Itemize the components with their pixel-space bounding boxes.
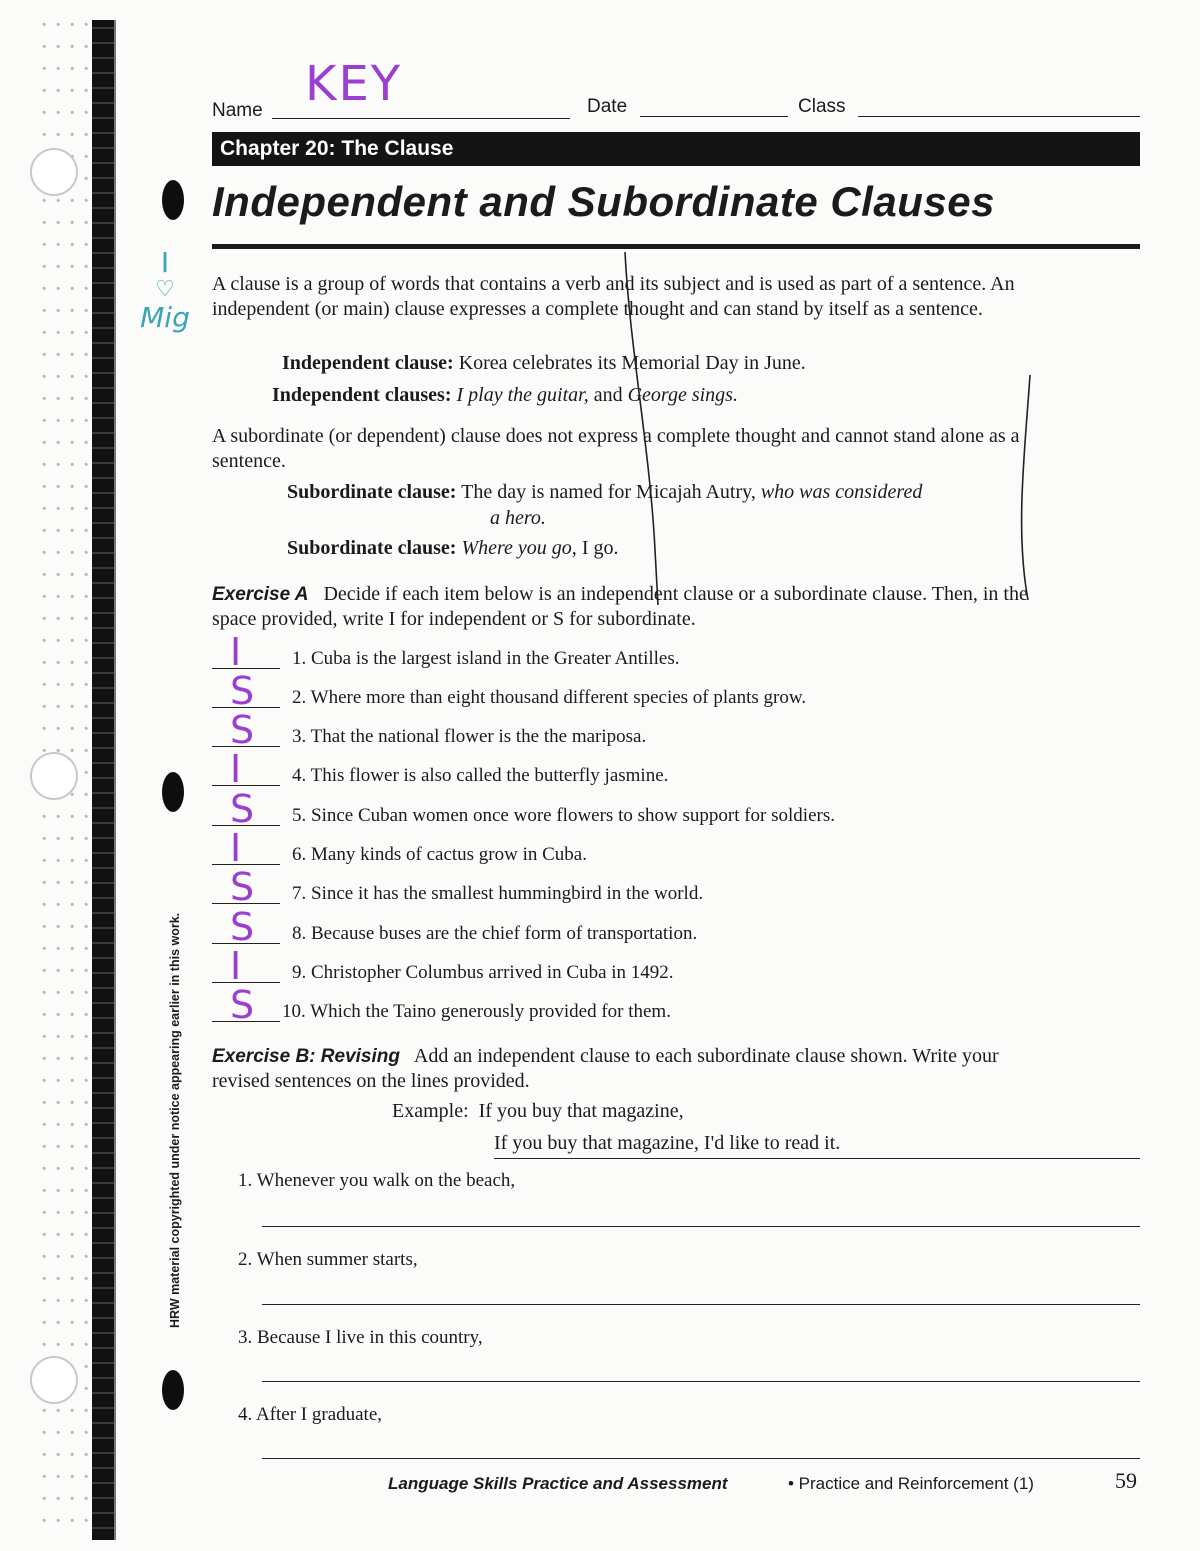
class-blank <box>858 116 1140 117</box>
item-text: 10. Which the Taino generously provided for them. <box>282 1001 671 1022</box>
item-text: 1. Cuba is the largest island in the Greater Antilles. <box>292 648 680 669</box>
answer-mark: S <box>230 669 255 713</box>
margin-note-line: Mig <box>140 301 190 334</box>
margin-note <box>130 248 200 334</box>
answer-line[interactable] <box>262 1458 1140 1459</box>
scan-blot <box>162 1370 184 1410</box>
answer-mark: S <box>230 865 255 909</box>
answer-line[interactable] <box>262 1226 1140 1227</box>
example-label: Independent clause: <box>282 352 454 374</box>
pen-marks <box>600 250 1050 610</box>
item-text: 3. That the national flower is the the mariposa. <box>292 726 647 747</box>
punch-hole <box>30 1356 78 1404</box>
exercise-a-heading: Exercise A <box>212 584 309 605</box>
exercise-b-heading: Exercise B: Revising <box>212 1046 400 1067</box>
item-text: 7. Since it has the smallest hummingbird in the world. <box>292 883 704 904</box>
heart-icon: ♡ <box>155 277 175 302</box>
exercise-b-text: Add an independent clause to each subordinate clause shown. Write your revised sentences on the lines provided. <box>212 1045 999 1092</box>
title-rule <box>212 244 1140 249</box>
example-text: If you buy that magazine, <box>478 1100 684 1122</box>
example-text: who was considered <box>760 481 923 503</box>
item-text: 9. Christopher Columbus arrived in Cuba in 1492. <box>292 962 674 983</box>
example-text: Korea celebrates its Memorial Day in June. <box>458 352 806 374</box>
example-text: a hero. <box>490 507 546 529</box>
item-text: 5. Since Cuban women once wore flowers to show support for soldiers. <box>292 805 835 826</box>
item-text: 8. Because buses are the chief form of transportation. <box>292 923 698 944</box>
example-line <box>494 1158 1140 1159</box>
example-label: Independent clauses: <box>272 384 452 406</box>
example-text: and <box>588 384 628 406</box>
example-text: I go. <box>576 537 619 559</box>
example-label: Subordinate clause: <box>287 537 457 559</box>
revise-item: 4. After I graduate, <box>238 1404 383 1425</box>
copyright-notice: HRW material copyrighted under notice appearing earlier in this work. <box>168 912 182 1328</box>
example-label: Example: <box>392 1100 469 1122</box>
example-subordinate-cont <box>490 507 546 530</box>
example-subordinate-2 <box>287 537 618 560</box>
subordinate-paragraph: A subordinate (or dependent) clause does not express a complete thought and cannot stand alone as a sentence. <box>212 425 1020 472</box>
scan-blot <box>162 180 184 220</box>
binding-edge <box>92 20 116 1540</box>
answer-blank[interactable] <box>212 785 280 786</box>
name-value: KEY <box>305 56 403 112</box>
answer-mark: I <box>230 630 242 674</box>
class-label: Class <box>798 96 846 117</box>
item-text: 2. Where more than eight thousand different species of plants grow. <box>292 687 807 708</box>
date-blank <box>640 116 788 117</box>
example-block <box>392 1100 684 1123</box>
scan-blot <box>162 772 184 812</box>
margin-note-line: I <box>160 246 170 279</box>
example-text: George sings. <box>627 384 738 406</box>
answer-mark: S <box>230 708 255 752</box>
item-text: 4. This flower is also called the butterfly jasmine. <box>292 765 669 786</box>
answer-mark: I <box>230 747 242 791</box>
answer-mark: I <box>230 826 242 870</box>
example-answer: If you buy that magazine, I'd like to read it. <box>494 1132 841 1154</box>
item-text: 6. Many kinds of cactus grow in Cuba. <box>292 844 587 865</box>
exercise-a-instructions <box>212 582 1052 632</box>
answer-line[interactable] <box>262 1304 1140 1305</box>
answer-mark: S <box>230 905 255 949</box>
footer-book: Language Skills Practice and Assessment <box>388 1474 728 1493</box>
footer-section: • Practice and Reinforcement (1) <box>788 1474 1034 1493</box>
example-text: I play the guitar, <box>456 384 589 406</box>
punch-hole <box>30 752 78 800</box>
example-text: The day is named for Micajah Autry, <box>461 481 761 503</box>
name-label: Name <box>212 100 263 121</box>
punch-hole <box>30 148 78 196</box>
answer-mark: S <box>230 983 255 1027</box>
revise-item: 2. When summer starts, <box>238 1249 418 1270</box>
date-label: Date <box>587 96 628 117</box>
exercise-b-instructions <box>212 1044 1052 1094</box>
example-label: Subordinate clause: <box>287 481 457 503</box>
answer-mark: I <box>230 944 242 988</box>
revise-item: 3. Because I live in this country, <box>238 1327 483 1348</box>
name-blank <box>272 118 570 119</box>
chapter-bar: Chapter 20: The Clause <box>212 132 1140 166</box>
page-title: Independent and Subordinate Clauses <box>212 178 995 225</box>
page-number: 59 <box>1115 1468 1137 1493</box>
revise-item: 1. Whenever you walk on the beach, <box>238 1170 516 1191</box>
example-text: Where you go, <box>461 537 577 559</box>
definition-paragraph: A clause is a group of words that contains a verb and its subject and is used as part of a sentence. An independent (or main) clause expresses a complete thought and can stand by itself as a sentence. <box>212 273 1015 320</box>
answer-mark: S <box>230 787 255 831</box>
exercise-a-text: Decide if each item below is an independent clause or a subordinate clause. Then, in the space provided, write I for independent or S for subordinate. <box>212 583 1028 630</box>
answer-line[interactable] <box>262 1381 1140 1382</box>
